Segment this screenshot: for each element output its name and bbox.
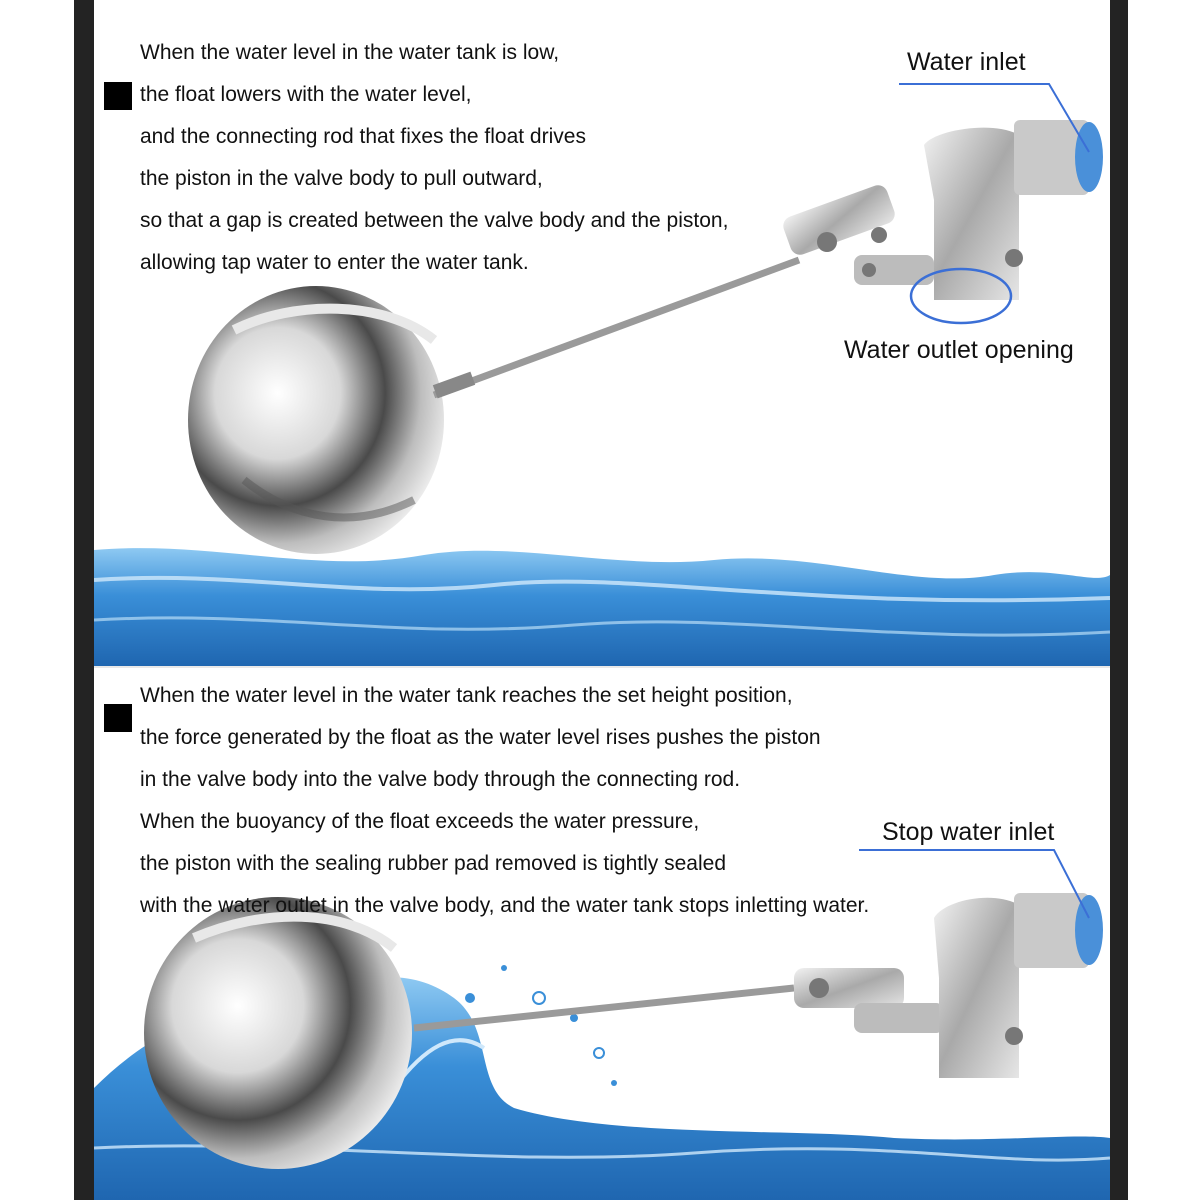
section-bullet [104,82,132,110]
valve-body [780,120,1103,300]
text-line: When the water level in the water tank reaches the set height position, [140,684,793,707]
text-line: the float lowers with the water level, [140,83,472,106]
bottom-description [140,675,869,927]
left-frame-bar [74,0,94,1200]
text-line: allowing tap water to enter the water tank. [140,251,529,274]
text-line: and the connecting rod that fixes the float drives [140,125,586,148]
text-line: so that a gap is created between the valve body and the piston, [140,209,729,232]
text-line: When the buoyancy of the float exceeds the water pressure, [140,810,700,833]
stop-water-inlet-label: Stop water inlet [882,818,1055,846]
text-line: the piston with the sealing rubber pad removed is tightly sealed [140,852,727,875]
text-line: with the water outlet in the valve body, and the water tank stops inletting water. [140,894,870,917]
text-line: the force generated by the float as the water level rises pushes the piston [140,726,821,749]
water-outlet-label: Water outlet opening [844,336,1074,364]
text-line: When the water level in the water tank is low, [140,41,560,64]
water-inlet-label: Water inlet [907,48,1026,76]
top-description [140,32,728,284]
section-bullet [104,704,132,732]
text-line: the piston in the valve body to pull outward, [140,167,543,190]
right-frame-bar [1110,0,1128,1200]
top-panel [94,0,1110,666]
text-line: in the valve body into the valve body through the connecting rod. [140,768,741,791]
bottom-panel [94,668,1110,1200]
water-surface [94,548,1110,666]
